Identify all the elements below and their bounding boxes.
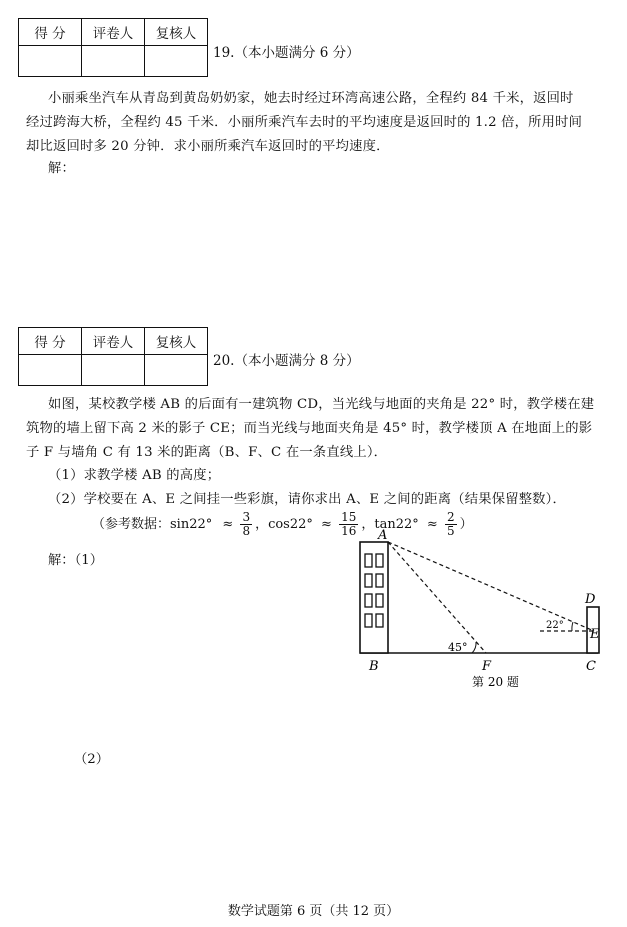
ray-a-to-f: [388, 542, 486, 653]
approx-sign: ≈: [426, 517, 438, 532]
angle-45-label: 45°: [448, 641, 468, 654]
score-cell[interactable]: [19, 355, 82, 386]
figure-caption: 第 20 题: [472, 675, 519, 689]
q19-line: 小丽乘坐汽车从青岛到黄岛奶奶家，她去时经过环湾高速公路，全程约 84 千米，返回时: [48, 91, 574, 106]
score-header-reviewer: 复核人: [145, 19, 208, 46]
score-header-score: 得 分: [19, 328, 82, 355]
label-f: F: [482, 659, 492, 674]
sin-den: 8: [242, 524, 251, 538]
reviewer-cell[interactable]: [145, 46, 208, 77]
angle-22-arc: [572, 622, 573, 631]
q19-title: 19.（本小题满分 6 分）: [213, 45, 360, 61]
q20-line: 筑物的墙上留下高 2 米的影子 CE；而当光线与地面夹角是 45° 时，教学楼顶 A 在地面上的影: [26, 421, 593, 436]
score-cell[interactable]: [19, 46, 82, 77]
q20-answer-label-2: （2）: [74, 752, 110, 767]
score-header-reviewer: 复核人: [145, 328, 208, 355]
cos-num: 15: [341, 510, 357, 524]
q20-line: 子 F 与墙角 C 有 13 米的距离（B、F、C 在一条直线上）．: [26, 445, 388, 460]
q20-sub1: （1）求教学楼 AB 的高度；: [48, 468, 221, 483]
ref-prefix: （参考数据：sin22°: [92, 517, 213, 532]
ref-tan-label: ，tan22°: [361, 517, 419, 532]
label-a: A: [378, 528, 388, 543]
score-header-score: 得 分: [19, 19, 82, 46]
ray-a-to-e: [388, 542, 594, 631]
score-header-grader: 评卷人: [82, 19, 145, 46]
q19-line: 经过跨海大桥，全程约 45 千米．小丽所乘汽车去时的平均速度是返回时的 1.2 倍，所用时间: [26, 115, 583, 130]
score-header-grader: 评卷人: [82, 328, 145, 355]
q19-answer-label: 解：: [48, 161, 75, 176]
grader-cell[interactable]: [82, 46, 145, 77]
tan-den: 5: [446, 524, 455, 538]
score-table-20: [18, 327, 208, 386]
q20-answer-label-1: 解：（1）: [48, 553, 103, 568]
label-b: B: [369, 659, 379, 674]
building-ab: [360, 542, 388, 653]
angle-45-arc: [472, 642, 476, 653]
sin-fraction: [240, 511, 252, 538]
reviewer-cell[interactable]: [145, 355, 208, 386]
sin-num: 3: [242, 510, 251, 524]
label-c: C: [586, 659, 596, 674]
approx-sign: ≈: [222, 517, 234, 532]
q20-figure: [340, 528, 627, 693]
page-footer: 数学试题第 6 页（共 12 页）: [227, 904, 400, 919]
approx-sign: ≈: [321, 517, 332, 532]
cos-den: 16: [341, 524, 357, 538]
grader-cell[interactable]: [82, 355, 145, 386]
label-d: D: [585, 592, 596, 607]
angle-22-label: 22°: [546, 620, 564, 631]
q20-title: 20.（本小题满分 8 分）: [213, 353, 360, 369]
q20-sub2: （2）学校要在 A、E 之间挂一些彩旗，请你求出 A、E 之间的距离（结果保留整数）．: [48, 492, 567, 507]
q20-line: 如图，某校教学楼 AB 的后面有一建筑物 CD，当光线与地面的夹角是 22° 时，教学楼在建: [48, 397, 595, 412]
ref-cos-label: ，cos22°: [255, 517, 313, 532]
q19-line: 却比返回时多 20 分钟．求小丽所乘汽车返回时的平均速度．: [26, 139, 390, 154]
tan-num: 2: [446, 510, 455, 524]
label-e: E: [590, 627, 600, 642]
score-table-19: [18, 18, 208, 77]
ref-suffix: ）: [459, 517, 473, 532]
